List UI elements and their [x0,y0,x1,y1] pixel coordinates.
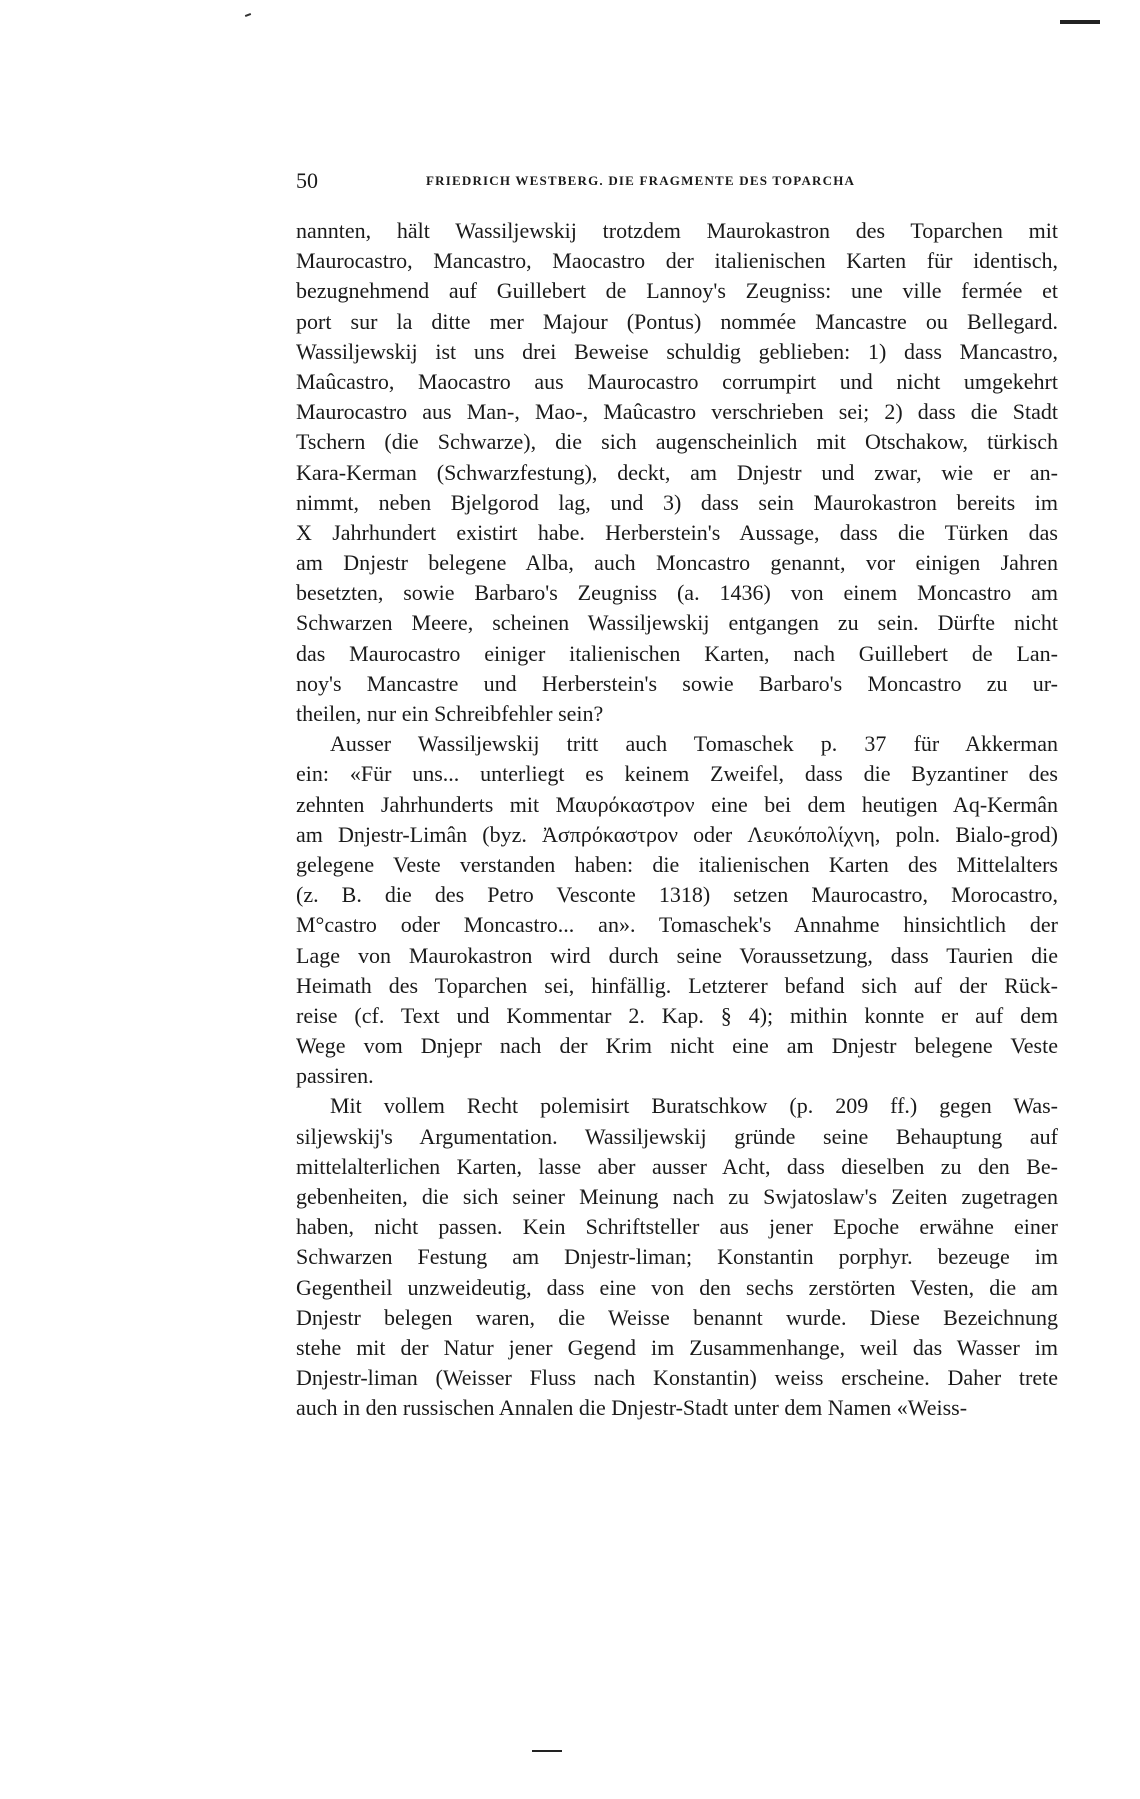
text-line: das Maurocastro einiger italienischen Karten, nach Guillebert de Lan- [296,640,1058,666]
text-line: besetzten, sowie Barbaro's Zeugniss (a. 1436) von einem Moncastro am [296,580,1058,606]
page-header [296,168,1066,198]
text-line: stehe mit der Natur jener Gegend im Zusammenhange, weil das Wasser im [296,1334,1058,1360]
text-line: Mit vollem Recht polemisirt Buratschkow (p. 209 ff.) gegen Was- [330,1093,1058,1119]
text-line: gebenheiten, die sich seiner Meinung nach zu Swjatoslaw's Zeiten zugetragen [296,1184,1058,1209]
text-line: nimmt, neben Bjelgorod lag, und 3) dass sein Maurokastron bereits im [296,489,1058,515]
text-line: Maurocastro aus Man-, Mao-, Maûcastro verschrieben sei; 2) dass die Stadt [296,399,1058,425]
text-line: nannten, hält Wassiljewskij trotzdem Maurokastron des Toparchen mit [296,218,1058,243]
text-line: port sur la ditte mer Majour (Pontus) nommée Mancastre ou Bellegard. [296,308,1058,334]
text-line: auch in den russischen Annalen die Dnjestr-Stadt unter dem Namen «Weiss- [296,1395,968,1421]
text-line: passiren. [296,1063,374,1089]
text-line: Gegentheil unzweideutig, dass eine von den sechs zerstörten Vesten, die am [296,1274,1058,1300]
text-line: reise (cf. Text und Kommentar 2. Kap. § 4); mithin konnte er auf dem [296,1002,1058,1028]
text-line: am Dnjestr-Limân (byz. Ἀσπρόκαστρον oder Λευκόπολίχνη, poln. Bialo-grod) [296,821,1058,847]
text-line: Wege vom Dnjepr nach der Krim nicht eine am Dnjestr belegene Veste [296,1033,1058,1059]
text-line: Schwarzen Meere, scheinen Wassiljewskij entgangen zu sein. Dürfte nicht [296,610,1058,636]
text-line: X Jahrhundert existirt habe. Herberstein's Aussage, dass die Türken das [296,519,1058,545]
text-line: Maûcastro, Maocastro aus Maurocastro corrumpirt und nicht umgekehrt [296,368,1058,394]
text-line: Lage von Maurokastron wird durch seine Voraussetzung, dass Taurien die [296,942,1058,968]
footer-rule [532,1750,562,1752]
text-line: Wassiljewskij ist uns drei Beweise schuldig geblieben: 1) dass Mancastro, [296,338,1058,364]
scan-mark [245,13,251,17]
text-line: zehnten Jahrhunderts mit Μαυρόκαστρον eine bei dem heutigen Aq-Kermân [296,791,1058,817]
page-number: 50 [296,168,318,193]
text-line: Dnjestr belegen waren, die Weisse benannt wurde. Diese Bezeichnung [296,1304,1058,1330]
text-line: Tschern (die Schwarze), die sich augenscheinlich mit Otschakow, türkisch [296,429,1058,455]
text-line: theilen, nur ein Schreibfehler sein? [296,701,604,726]
text-line: gelegene Veste verstanden haben: die italienischen Karten des Mittelalters [296,851,1058,877]
text-line: Maurocastro, Mancastro, Maocastro der italienischen Karten für identisch, [296,248,1058,274]
text-line: siljewskij's Argumentation. Wassiljewskij gründe seine Behauptung auf [296,1123,1058,1149]
text-line: ein: «Für uns... unterliegt es keinem Zweifel, dass die Byzantiner des [296,761,1058,787]
text-line: am Dnjestr belegene Alba, auch Moncastro genannt, vor einigen Jahren [296,550,1058,576]
text-line: noy's Mancastre und Herberstein's sowie Barbaro's Moncastro zu ur- [296,670,1058,696]
text-line: bezugnehmend auf Guillebert de Lannoy's Zeugniss: une ville fermée et [296,278,1058,304]
text-line: Kara-Kerman (Schwarzfestung), deckt, am Dnjestr und zwar, wie er an- [296,459,1058,485]
text-line: Heimath des Toparchen sei, hinfällig. Letzterer befand sich auf der Rück- [296,972,1058,998]
text-line: Dnjestr-liman (Weisser Fluss nach Konstantin) weiss erscheine. Daher trete [296,1365,1058,1391]
text-line: Schwarzen Festung am Dnjestr-liman; Konstantin porphyr. bezeuge im [296,1244,1058,1270]
text-line: Ausser Wassiljewskij tritt auch Tomaschek p. 37 für Akkerman [330,731,1058,757]
text-line: haben, nicht passen. Kein Schriftsteller aus jener Epoche erwähne einer [296,1214,1058,1240]
running-title: FRIEDRICH WESTBERG. DIE FRAGMENTE DES TOPARCHA [426,173,856,188]
text-line: mittelalterlichen Karten, lasse aber ausser Acht, dass dieselben zu den Be- [296,1153,1058,1179]
text-line: (z. B. die des Petro Vesconte 1318) setzen Maurocastro, Morocastro, [296,882,1058,908]
scan-mark [1060,20,1100,24]
body-text [296,216,1058,1424]
text-line: M°castro oder Moncastro... an». Tomaschek's Annahme hinsichtlich der [296,912,1058,938]
